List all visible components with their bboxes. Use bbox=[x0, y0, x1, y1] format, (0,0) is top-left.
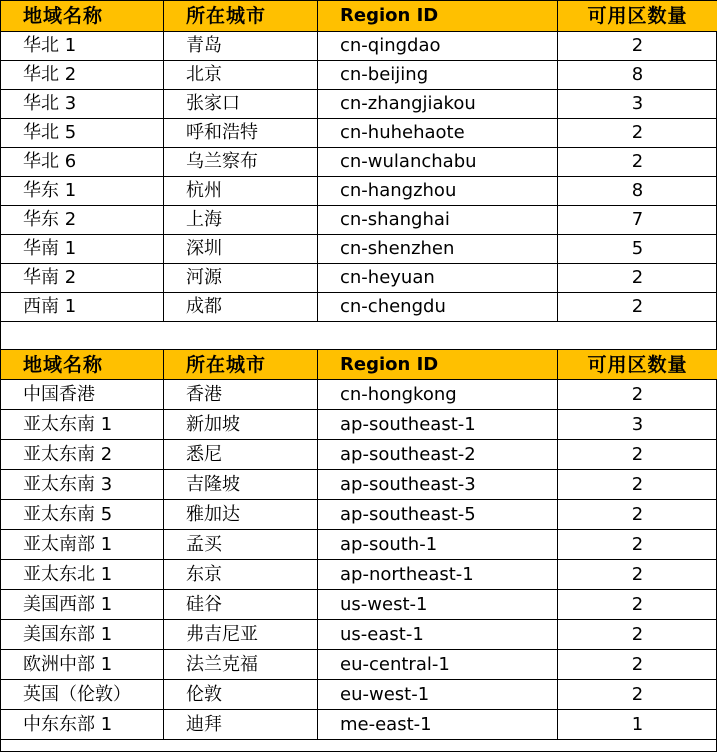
cell-city: 河源 bbox=[164, 264, 318, 293]
cell-region-name: 英国（伦敦） bbox=[1, 680, 164, 710]
table-row bbox=[1, 680, 717, 710]
cell-region-name: 亚太东南 1 bbox=[1, 410, 164, 440]
cell-zone-count: 7 bbox=[558, 206, 717, 235]
cell-zone-count: 3 bbox=[558, 90, 717, 119]
cell-zone-count: 2 bbox=[558, 440, 717, 470]
cell-region-id: cn-huhehaote bbox=[318, 119, 558, 148]
cell-region-id: ap-south-1 bbox=[318, 530, 558, 560]
cell-region-id: cn-qingdao bbox=[318, 32, 558, 61]
cell-region-id: ap-southeast-3 bbox=[318, 470, 558, 500]
cell-city: 香港 bbox=[164, 380, 318, 410]
table-row bbox=[1, 620, 717, 650]
cell-zone-count: 2 bbox=[558, 530, 717, 560]
cell-region-id: me-east-1 bbox=[318, 710, 558, 740]
table-row bbox=[1, 264, 717, 293]
table-body bbox=[1, 380, 717, 740]
table-row bbox=[1, 148, 717, 177]
cell-region-id: cn-zhangjiakou bbox=[318, 90, 558, 119]
cell-city: 杭州 bbox=[164, 177, 318, 206]
cell-city: 北京 bbox=[164, 61, 318, 90]
cell-zone-count: 2 bbox=[558, 470, 717, 500]
cell-region-id: cn-chengdu bbox=[318, 293, 558, 322]
cell-region-name: 华东 2 bbox=[1, 206, 164, 235]
table-row bbox=[1, 560, 717, 590]
cell-region-name: 亚太南部 1 bbox=[1, 530, 164, 560]
table-row bbox=[1, 650, 717, 680]
cell-zone-count: 2 bbox=[558, 293, 717, 322]
cell-region-id: cn-shenzhen bbox=[318, 235, 558, 264]
table-gap bbox=[1, 322, 716, 349]
cell-zone-count: 5 bbox=[558, 235, 717, 264]
cell-city: 呼和浩特 bbox=[164, 119, 318, 148]
cell-region-name: 中东东部 1 bbox=[1, 710, 164, 740]
table-row bbox=[1, 440, 717, 470]
table-row bbox=[1, 206, 717, 235]
cell-region-name: 华北 1 bbox=[1, 32, 164, 61]
header-zone-count: 可用区数量 bbox=[558, 350, 717, 380]
cell-region-name: 华北 3 bbox=[1, 90, 164, 119]
table-row bbox=[1, 177, 717, 206]
cell-region-id: ap-southeast-5 bbox=[318, 500, 558, 530]
header-region-id: Region ID bbox=[318, 350, 558, 380]
cell-city: 成都 bbox=[164, 293, 318, 322]
cell-zone-count: 8 bbox=[558, 177, 717, 206]
cell-city: 迪拜 bbox=[164, 710, 318, 740]
table-row bbox=[1, 500, 717, 530]
cell-city: 硅谷 bbox=[164, 590, 318, 620]
cell-region-name: 亚太东北 1 bbox=[1, 560, 164, 590]
table-row bbox=[1, 235, 717, 264]
cell-city: 雅加达 bbox=[164, 500, 318, 530]
table-body bbox=[1, 32, 717, 322]
cell-region-id: ap-southeast-1 bbox=[318, 410, 558, 440]
cell-region-id: cn-beijing bbox=[318, 61, 558, 90]
cell-zone-count: 2 bbox=[558, 590, 717, 620]
region-table-china bbox=[0, 0, 717, 322]
cell-zone-count: 1 bbox=[558, 710, 717, 740]
cell-region-name: 华北 5 bbox=[1, 119, 164, 148]
cell-city: 孟买 bbox=[164, 530, 318, 560]
cell-zone-count: 8 bbox=[558, 61, 717, 90]
cell-zone-count: 2 bbox=[558, 500, 717, 530]
cell-region-name: 华南 2 bbox=[1, 264, 164, 293]
cell-city: 弗吉尼亚 bbox=[164, 620, 318, 650]
cell-city: 悉尼 bbox=[164, 440, 318, 470]
table-row bbox=[1, 530, 717, 560]
table-row bbox=[1, 410, 717, 440]
cell-city: 乌兰察布 bbox=[164, 148, 318, 177]
table-row bbox=[1, 32, 717, 61]
cell-zone-count: 2 bbox=[558, 32, 717, 61]
cell-region-name: 西南 1 bbox=[1, 293, 164, 322]
table-header bbox=[1, 350, 717, 380]
cell-region-name: 亚太东南 2 bbox=[1, 440, 164, 470]
cell-zone-count: 2 bbox=[558, 264, 717, 293]
cell-city: 吉隆坡 bbox=[164, 470, 318, 500]
cell-region-id: cn-shanghai bbox=[318, 206, 558, 235]
table-row bbox=[1, 470, 717, 500]
cell-region-id: cn-heyuan bbox=[318, 264, 558, 293]
cell-region-id: eu-central-1 bbox=[318, 650, 558, 680]
cell-region-name: 中国香港 bbox=[1, 380, 164, 410]
table-row bbox=[1, 380, 717, 410]
table-row bbox=[1, 61, 717, 90]
region-table-international bbox=[0, 349, 717, 740]
header-row bbox=[1, 350, 717, 380]
cell-zone-count: 3 bbox=[558, 410, 717, 440]
cell-region-id: cn-hongkong bbox=[318, 380, 558, 410]
cell-region-name: 欧洲中部 1 bbox=[1, 650, 164, 680]
cell-zone-count: 2 bbox=[558, 148, 717, 177]
table-row bbox=[1, 590, 717, 620]
cell-city: 张家口 bbox=[164, 90, 318, 119]
cell-zone-count: 2 bbox=[558, 119, 717, 148]
cell-zone-count: 2 bbox=[558, 680, 717, 710]
cell-region-id: ap-southeast-2 bbox=[318, 440, 558, 470]
cell-region-name: 美国东部 1 bbox=[1, 620, 164, 650]
cell-region-id: cn-wulanchabu bbox=[318, 148, 558, 177]
cell-region-id: eu-west-1 bbox=[318, 680, 558, 710]
cell-zone-count: 2 bbox=[558, 620, 717, 650]
cell-region-id: us-east-1 bbox=[318, 620, 558, 650]
table-row bbox=[1, 293, 717, 322]
cell-zone-count: 2 bbox=[558, 380, 717, 410]
cell-region-id: ap-northeast-1 bbox=[318, 560, 558, 590]
cell-region-id: cn-hangzhou bbox=[318, 177, 558, 206]
cell-region-name: 华东 1 bbox=[1, 177, 164, 206]
table-row bbox=[1, 710, 717, 740]
header-zone-count: 可用区数量 bbox=[558, 1, 717, 32]
cell-city: 新加坡 bbox=[164, 410, 318, 440]
table-header bbox=[1, 1, 717, 32]
cell-region-name: 华北 6 bbox=[1, 148, 164, 177]
cell-region-name: 亚太东南 3 bbox=[1, 470, 164, 500]
cell-zone-count: 2 bbox=[558, 560, 717, 590]
cell-region-id: us-west-1 bbox=[318, 590, 558, 620]
cell-city: 深圳 bbox=[164, 235, 318, 264]
cell-zone-count: 2 bbox=[558, 650, 717, 680]
cell-region-name: 美国西部 1 bbox=[1, 590, 164, 620]
header-city: 所在城市 bbox=[164, 350, 318, 380]
cell-city: 法兰克福 bbox=[164, 650, 318, 680]
header-region-name: 地域名称 bbox=[1, 350, 164, 380]
cell-city: 东京 bbox=[164, 560, 318, 590]
cell-region-name: 亚太东南 5 bbox=[1, 500, 164, 530]
table-row bbox=[1, 90, 717, 119]
header-region-id: Region ID bbox=[318, 1, 558, 32]
table-row bbox=[1, 119, 717, 148]
header-region-name: 地域名称 bbox=[1, 1, 164, 32]
header-city: 所在城市 bbox=[164, 1, 318, 32]
header-row bbox=[1, 1, 717, 32]
cell-city: 上海 bbox=[164, 206, 318, 235]
cell-city: 青岛 bbox=[164, 32, 318, 61]
cell-region-name: 华南 1 bbox=[1, 235, 164, 264]
cell-city: 伦敦 bbox=[164, 680, 318, 710]
cell-region-name: 华北 2 bbox=[1, 61, 164, 90]
